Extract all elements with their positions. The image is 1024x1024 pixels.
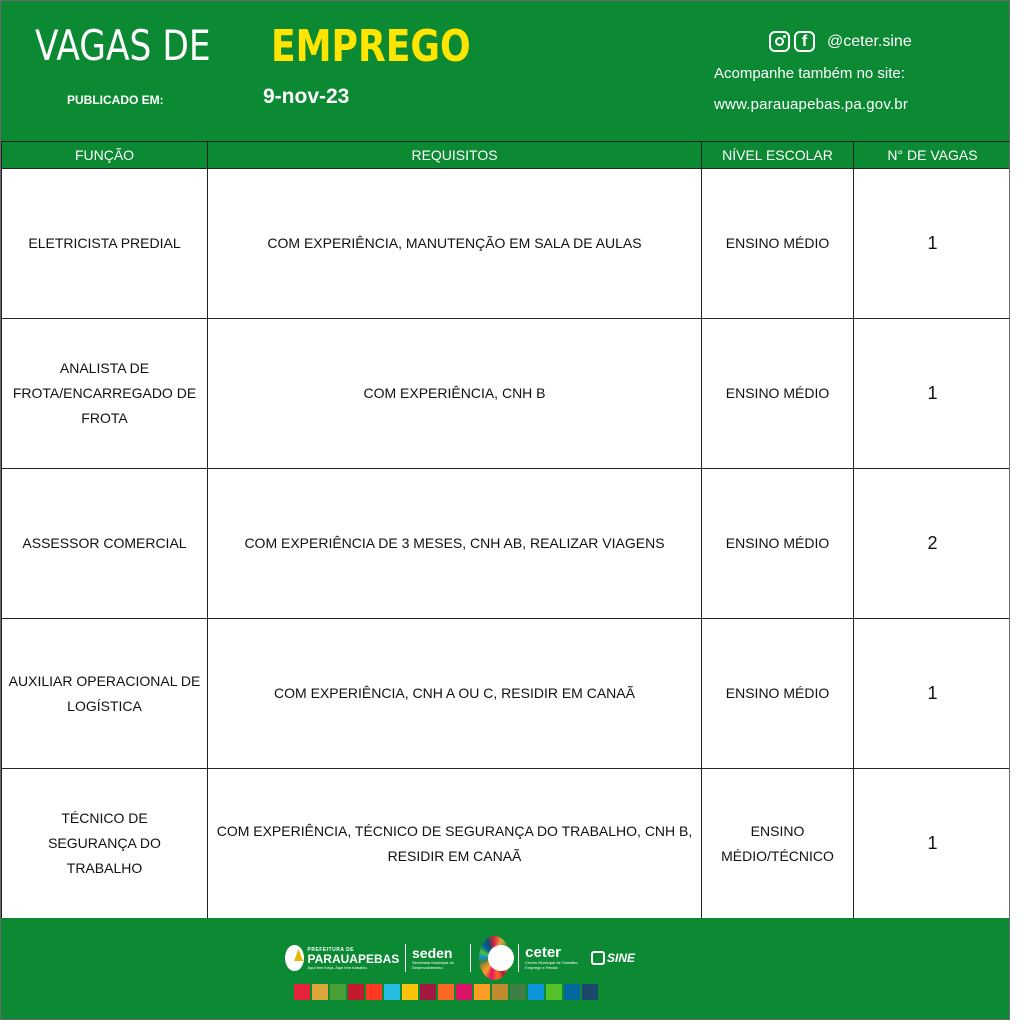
column-header-nivel: NÍVEL ESCOLAR (702, 142, 854, 169)
footer-banner (1, 918, 1009, 1020)
cell-funcao: ASSESSOR COMERCIAL (2, 469, 208, 619)
table-row (2, 769, 1011, 919)
sdg-goal-icon (330, 984, 346, 1000)
published-label: PUBLICADO EM: (67, 93, 164, 107)
column-header-vagas: N° DE VAGAS (854, 142, 1011, 169)
cell-funcao: AUXILIAR OPERACIONAL DE LOGÍSTICA (2, 619, 208, 769)
cell-vagas: 1 (854, 619, 1011, 769)
logo-divider (405, 944, 406, 972)
sdg-goal-icon (492, 984, 508, 1000)
partner-logos (285, 940, 635, 976)
cell-nivel: ENSINO MÉDIO (702, 319, 854, 469)
table-row (2, 469, 1011, 619)
sdg-goal-icon (384, 984, 400, 1000)
published-date: 9-nov-23 (263, 85, 350, 108)
seden-subtitle: Secretaria Municipal de Desenvolvimento (412, 960, 454, 970)
table-header-row (2, 142, 1011, 169)
ceter-subtitle: Centro Municipal de Trabalho, Emprego e Renda (525, 960, 579, 970)
cell-vagas: 1 (854, 319, 1011, 469)
table-row (2, 169, 1011, 319)
sdg-goal-icon (474, 984, 490, 1000)
job-table (1, 141, 1010, 919)
sdg-icons-row (294, 984, 600, 1000)
sdg-goal-icon (528, 984, 544, 1000)
sdg-goal-icon (456, 984, 472, 1000)
cell-vagas: 1 (854, 769, 1011, 919)
prefeitura-logo (308, 947, 400, 970)
instagram-icon[interactable] (769, 31, 790, 52)
cell-requisitos: COM EXPERIÊNCIA, CNH A OU C, RESIDIR EM CANAÃ (208, 619, 702, 769)
sdg-goal-icon (582, 984, 598, 1000)
follow-text: Acompanhe também no site: (714, 65, 905, 82)
social-handle[interactable]: @ceter.sine (827, 32, 912, 50)
prefeitura-small-text: PREFEITURA DE (307, 946, 355, 953)
facebook-icon[interactable]: f (794, 31, 815, 52)
prefeitura-name: PARAUAPEBAS (307, 951, 400, 966)
cell-vagas: 2 (854, 469, 1011, 619)
cell-nivel: ENSINO MÉDIO (702, 469, 854, 619)
cell-funcao: ANALISTA DE FROTA/ENCARREGADO DE FROTA (2, 319, 208, 469)
cell-funcao: ELETRICISTA PREDIAL (2, 169, 208, 319)
table-row (2, 319, 1011, 469)
sdg-goal-icon (510, 984, 526, 1000)
title-emprego: EMPREGO (271, 21, 471, 72)
sdg-goal-icon (402, 984, 418, 1000)
sdg-goal-icon (546, 984, 562, 1000)
cell-requisitos: COM EXPERIÊNCIA, MANUTENÇÃO EM SALA DE AULAS (208, 169, 702, 319)
social-links (769, 31, 912, 52)
title-vagas-de: VAGAS DE (35, 21, 211, 70)
sdg-goal-icon (438, 984, 454, 1000)
cell-nivel: ENSINO MÉDIO (702, 169, 854, 319)
seden-logo (412, 946, 464, 970)
cell-vagas: 1 (854, 169, 1011, 319)
logo-divider (518, 944, 519, 972)
sdg-goal-icon (294, 984, 310, 1000)
ceter-logo (525, 946, 587, 970)
sdg-goal-icon (564, 984, 580, 1000)
column-header-funcao: FUNÇÃO (2, 142, 208, 169)
sdg-goal-icon (312, 984, 328, 1000)
cell-nivel: ENSINO MÉDIO/TÉCNICO (702, 769, 854, 919)
prefeitura-logo-icon (285, 945, 304, 971)
header-banner (1, 1, 1009, 141)
sdg-goal-icon (366, 984, 382, 1000)
sdg-goal-icon (420, 984, 436, 1000)
sine-mark-icon (591, 951, 605, 965)
cell-nivel: ENSINO MÉDIO (702, 619, 854, 769)
logo-divider (470, 944, 471, 972)
ceter-name: ceter (525, 944, 561, 961)
cell-requisitos: COM EXPERIÊNCIA DE 3 MESES, CNH AB, REALIZAR VIAGENS (208, 469, 702, 619)
cell-requisitos: COM EXPERIÊNCIA, CNH B (208, 319, 702, 469)
cell-funcao: TÉCNICO DE SEGURANÇA DO TRABALHO (2, 769, 208, 919)
seden-name: seden (412, 945, 453, 961)
cell-requisitos: COM EXPERIÊNCIA, TÉCNICO DE SEGURANÇA DO TRABALHO, CNH B, RESIDIR EM CANAÃ (208, 769, 702, 919)
sdg-wheel-icon (479, 936, 510, 980)
prefeitura-tagline: Aqui tem força. Aqui tem trabalho. (307, 964, 368, 970)
table-row (2, 619, 1011, 769)
website-link[interactable]: www.parauapebas.pa.gov.br (714, 96, 909, 113)
sine-logo (591, 951, 635, 965)
sdg-goal-icon (348, 984, 364, 1000)
sine-name: SINE (607, 951, 636, 965)
column-header-requisitos: REQUISITOS (208, 142, 702, 169)
